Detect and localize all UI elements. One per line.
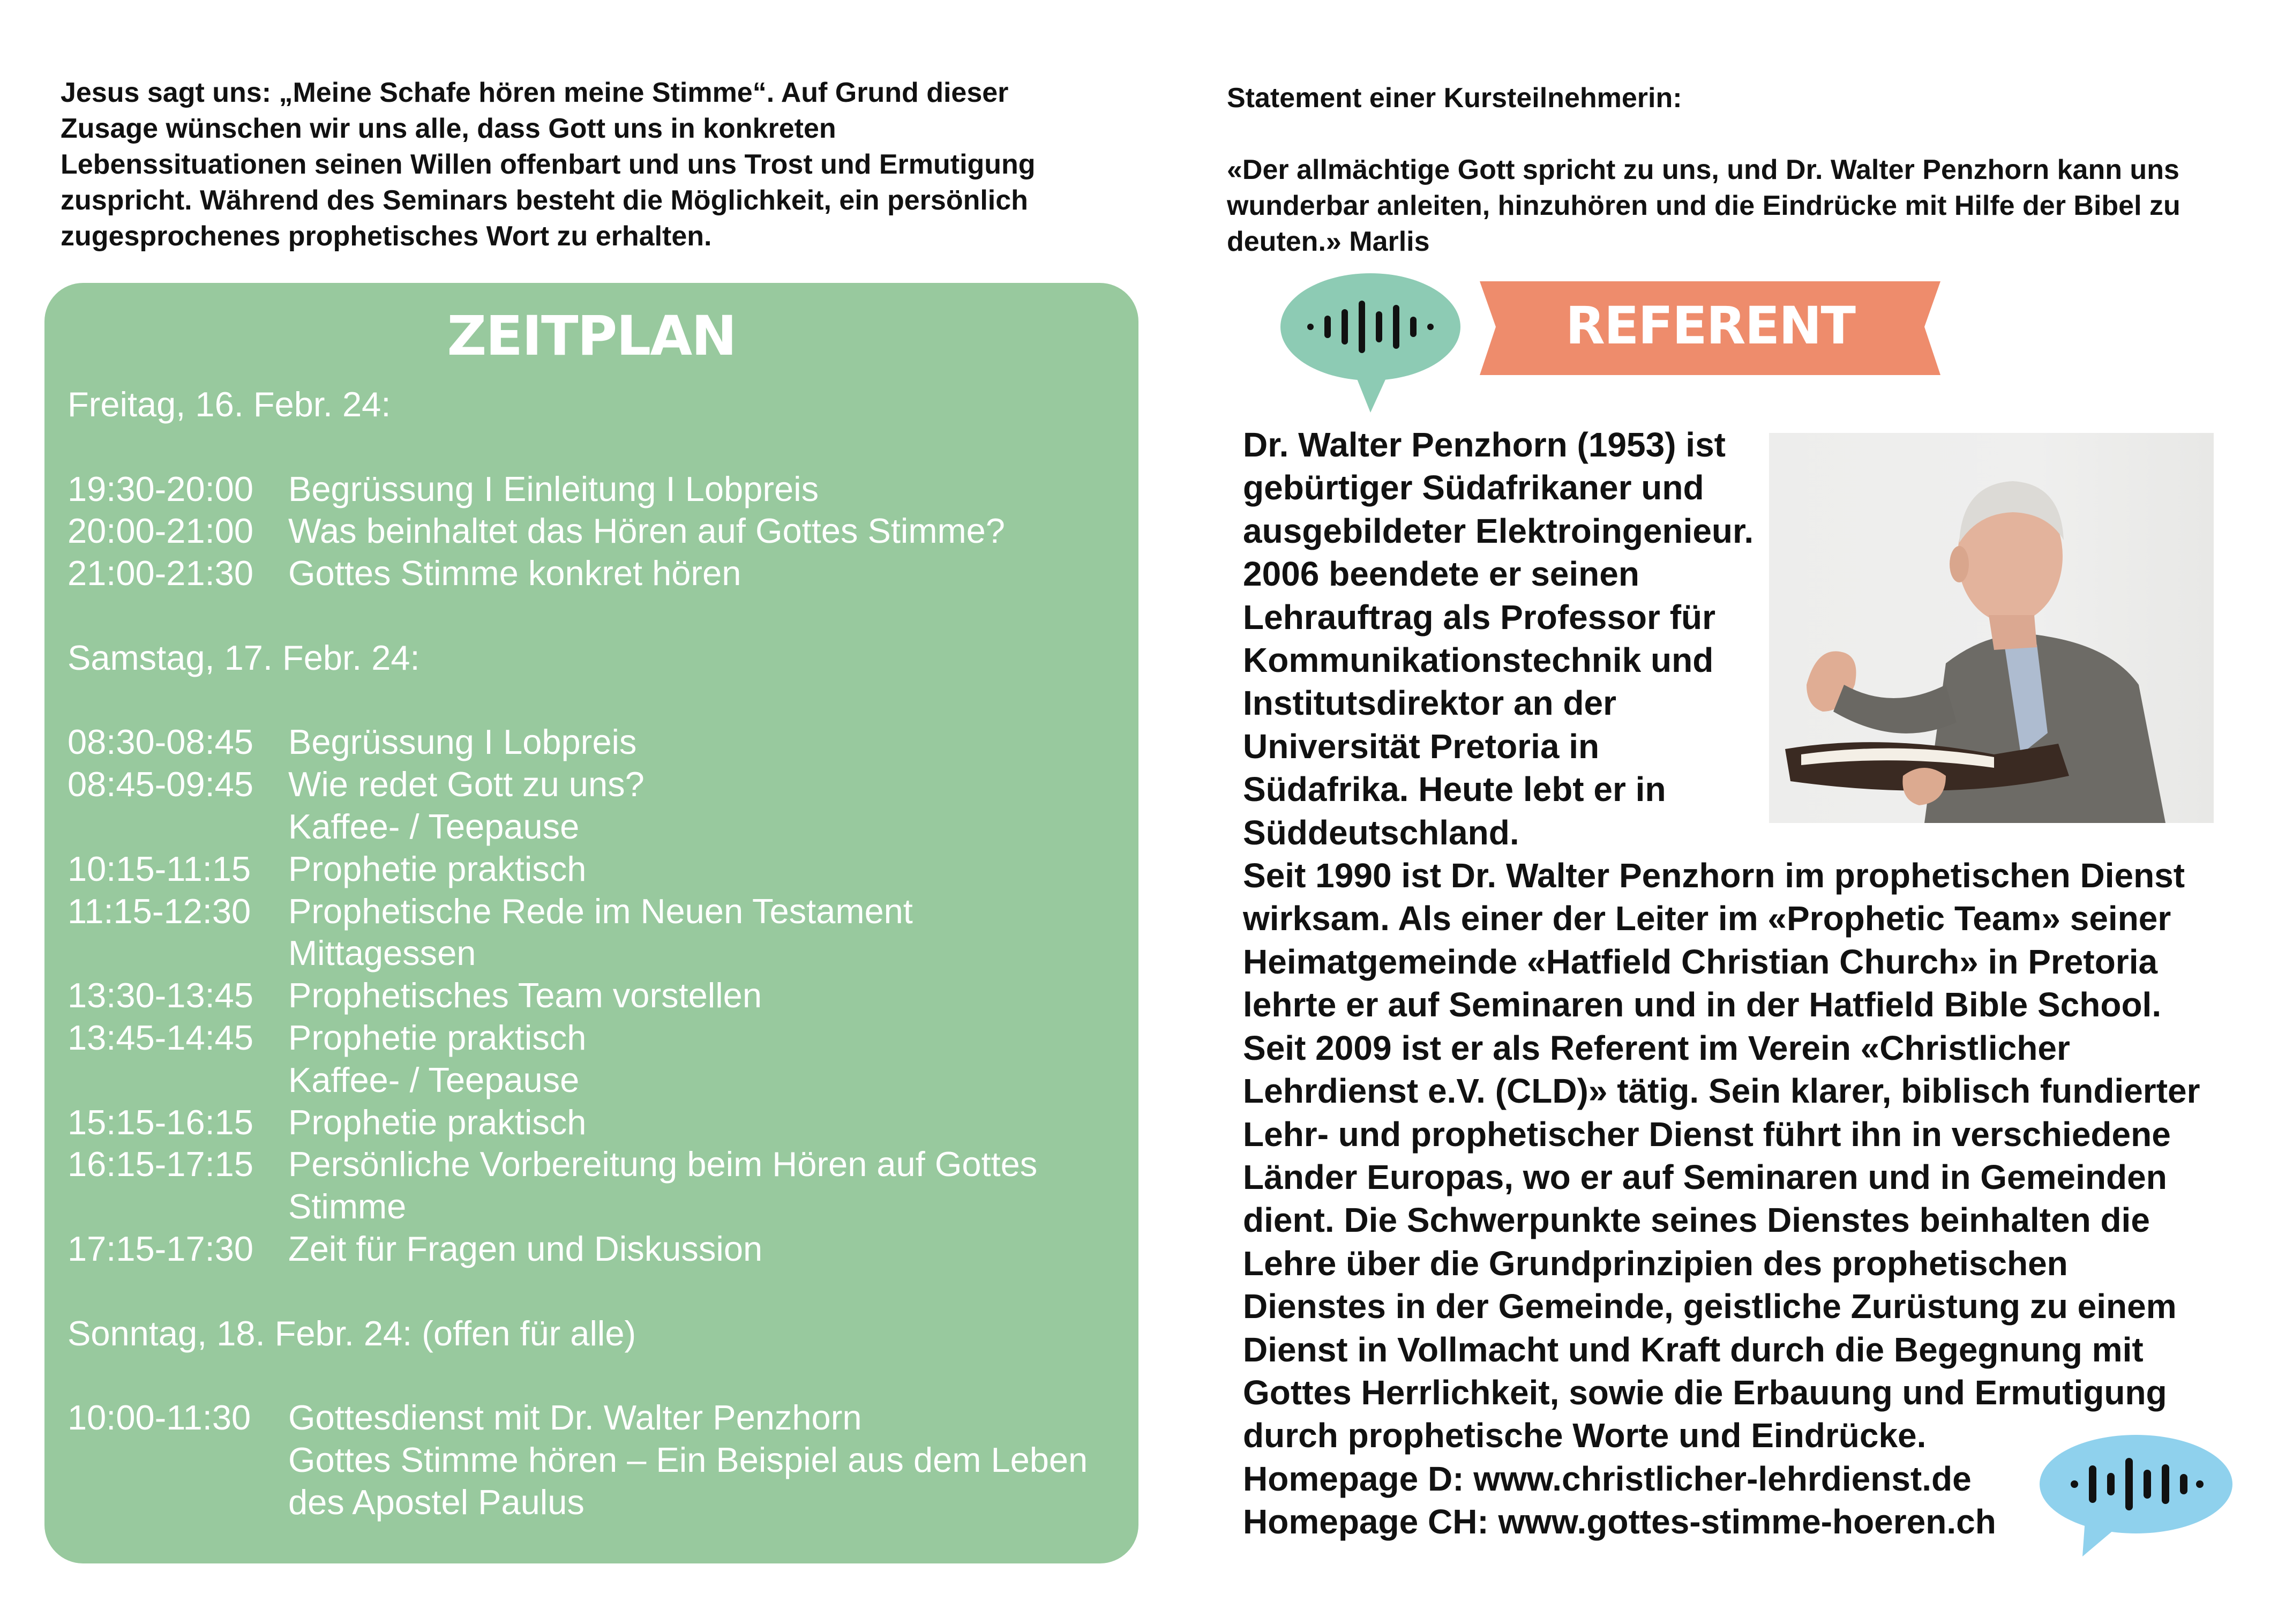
bio-line: Lehrauftrag als Professor für [1243, 597, 1715, 637]
bio-line: Lehr- und prophetischer Dienst führt ihn in verschiedene [1243, 1114, 2171, 1154]
schedule-time: 08:45-09:45 [68, 765, 253, 804]
bio-line: Kommunikationstechnik und [1243, 641, 1714, 680]
intro-line: Jesus sagt uns: „Meine Schafe hören meine Stimme“. Auf Grund dieser [61, 77, 1009, 108]
schedule-row [68, 1228, 1128, 1270]
schedule-desc: Begrüssung I Einleitung I Lobpreis [288, 469, 819, 508]
day-heading-saturday: Samstag, 17. Febr. 24: [68, 638, 420, 677]
schedule-time [68, 806, 288, 848]
zeitplan-title: ZEITPLAN [447, 304, 736, 368]
bio-line: Länder Europas, wo er auf Seminaren und in Gemeinden [1243, 1157, 2167, 1196]
referent-title: REFERENT [1565, 296, 1855, 356]
schedule-time: 21:00-21:30 [68, 553, 253, 593]
homepage-de[interactable]: Homepage D: www.christlicher-lehrdienst.de [1243, 1459, 1972, 1498]
schedule-desc: Mittagessen [288, 933, 476, 973]
schedule-desc: Gottes Stimme hören – Ein Beispiel aus dem Leben [288, 1440, 1088, 1479]
schedule-row [68, 721, 1128, 764]
bio-line: Dienstes in der Gemeinde, geistliche Zurüstung zu einem [1243, 1287, 2177, 1326]
intro-line: Zusage wünschen wir uns alle, dass Gott uns in konkreten [61, 113, 836, 144]
bio-line: Seit 1990 ist Dr. Walter Penzhorn im prophetischen Dienst [1243, 856, 2185, 895]
schedule-desc: des Apostel Paulus [288, 1482, 585, 1522]
schedule-desc: Persönliche Vorbereitung beim Hören auf Gottes [288, 1144, 1038, 1184]
schedule-time: 17:15-17:30 [68, 1229, 253, 1268]
bio-line: Gottes Herrlichkeit, sowie die Erbauung und Ermutigung [1243, 1373, 2167, 1412]
homepage-ch[interactable]: Homepage CH: www.gottes-stimme-hoeren.ch [1243, 1502, 1996, 1541]
bio-line: Süddeutschland. [1243, 813, 1519, 852]
schedule-time: 16:15-17:15 [68, 1144, 253, 1184]
schedule-row [68, 1186, 1128, 1228]
schedule-row [68, 975, 1128, 1017]
schedule-desc: Kaffee- / Teepause [288, 1060, 580, 1099]
schedule-desc: Kaffee- / Teepause [288, 806, 580, 846]
schedule-desc: Begrüssung I Lobpreis [288, 722, 637, 762]
schedule-row [68, 1102, 1128, 1144]
intro-paragraph [61, 75, 1078, 255]
schedule-desc: Prophetie praktisch [288, 1017, 587, 1057]
schedule-desc: Zeit für Fragen und Diskussion [288, 1229, 763, 1268]
bio-line: Lehrdienst e.V. (CLD)» tätig. Sein klarer, biblisch fundierter [1243, 1072, 2200, 1111]
intro-line: zuspricht. Während des Seminars besteht die Möglichkeit, ein persönlich [61, 185, 1028, 216]
schedule-time: 13:45-14:45 [68, 1017, 253, 1057]
schedule-row [68, 1017, 1128, 1059]
schedule-desc: Stimme [288, 1187, 407, 1226]
schedule-row [68, 468, 1128, 511]
schedule-time [68, 1481, 288, 1524]
schedule-time [68, 1439, 288, 1481]
schedule-time: 08:30-08:45 [68, 722, 253, 762]
schedule-row [68, 510, 1128, 552]
bio-line: 2006 beendete er seinen [1243, 555, 1639, 594]
bio-line: Dienst in Vollmacht und Kraft durch die Begegnung mit [1243, 1330, 2144, 1369]
statement-quote-line: deuten.» Marlis [1227, 226, 1430, 257]
schedule-row [68, 932, 1128, 975]
day-heading-sunday: Sonntag, 18. Febr. 24: (offen für alle) [68, 1313, 636, 1353]
schedule-time: 13:30-13:45 [68, 976, 253, 1015]
schedule-row [68, 890, 1128, 933]
schedule-row [68, 1439, 1128, 1481]
zeitplan-box [44, 283, 1138, 1563]
bio-line: Heimatgemeinde «Hatfield Christian Church» in Pretoria [1243, 942, 2158, 981]
schedule-row [68, 806, 1128, 848]
schedule-desc: Prophetie praktisch [288, 1102, 587, 1142]
bio-line: dient. Die Schwerpunkte seines Dienstes beinhalten die [1243, 1201, 2150, 1240]
schedule-time [68, 932, 288, 975]
schedule-row [68, 848, 1128, 890]
referent-bio [1243, 423, 2234, 1544]
schedule-desc: Gottesdienst mit Dr. Walter Penzhorn [288, 1398, 862, 1438]
bio-line: gebürtiger Südafrikaner und [1243, 468, 1704, 507]
schedule-row [68, 1397, 1128, 1439]
schedule-desc: Prophetisches Team vorstellen [288, 976, 762, 1015]
schedule [68, 384, 1128, 1524]
statement-quote-line: «Der allmächtige Gott spricht zu uns, und Dr. Walter Penzhorn kann uns [1227, 154, 2179, 185]
bio-line: lehrte er auf Seminaren und in der Hatfield Bible School. [1243, 985, 2162, 1024]
bio-line: Südafrika. Heute lebt er in [1243, 770, 1666, 809]
bio-line: Lehre über die Grundprinzipien des prophetischen [1243, 1244, 2068, 1283]
schedule-row [68, 764, 1128, 806]
bio-line: wirksam. Als einer der Leiter im «Prophetic Team» seiner [1243, 899, 2171, 938]
schedule-time: 20:00-21:00 [68, 511, 253, 551]
schedule-row [68, 1143, 1128, 1186]
intro-line: Lebenssituationen seinen Willen offenbart und uns Trost und Ermutigung [61, 149, 1036, 180]
intro-line: zugesprochenes prophetisches Wort zu erhalten. [61, 221, 712, 252]
bio-line: Dr. Walter Penzhorn (1953) ist [1243, 425, 1726, 464]
schedule-time: 11:15-12:30 [68, 891, 251, 931]
schedule-row [68, 1481, 1128, 1524]
bio-line: Institutsdirektor an der [1243, 684, 1616, 723]
schedule-time: 10:00-11:30 [68, 1398, 251, 1438]
bio-line: ausgebildeter Elektroingenieur. [1243, 511, 1754, 550]
schedule-desc: Was beinhaltet das Hören auf Gottes Stimme? [288, 511, 1005, 551]
schedule-time: 15:15-16:15 [68, 1102, 253, 1142]
participant-statement [1227, 80, 2245, 260]
day-heading-friday: Freitag, 16. Febr. 24: [68, 385, 391, 424]
statement-quote-line: wunderbar anleiten, hinzuhören und die Eindrücke mit Hilfe der Bibel zu [1227, 190, 2180, 221]
bio-line: Universität Pretoria in [1243, 727, 1600, 766]
schedule-time: 10:15-11:15 [68, 849, 251, 888]
schedule-desc: Prophetie praktisch [288, 849, 587, 888]
bio-line: Seit 2009 ist er als Referent im Verein «Christlicher [1243, 1028, 2070, 1067]
schedule-desc: Prophetische Rede im Neuen Testament [288, 891, 913, 931]
schedule-time [68, 1186, 288, 1228]
speech-bubble-soundwave-icon [1274, 271, 1467, 415]
schedule-row [68, 552, 1128, 595]
schedule-time [68, 1059, 288, 1102]
schedule-row [68, 1059, 1128, 1102]
bio-line: durch prophetische Worte und Eindrücke. [1243, 1416, 1927, 1455]
schedule-desc: Wie redet Gott zu uns? [288, 765, 645, 804]
statement-heading: Statement einer Kursteilnehmerin: [1227, 83, 1682, 114]
schedule-desc: Gottes Stimme konkret hören [288, 553, 741, 593]
speech-bubble-soundwave-icon [2026, 1431, 2240, 1559]
schedule-time: 19:30-20:00 [68, 469, 253, 508]
